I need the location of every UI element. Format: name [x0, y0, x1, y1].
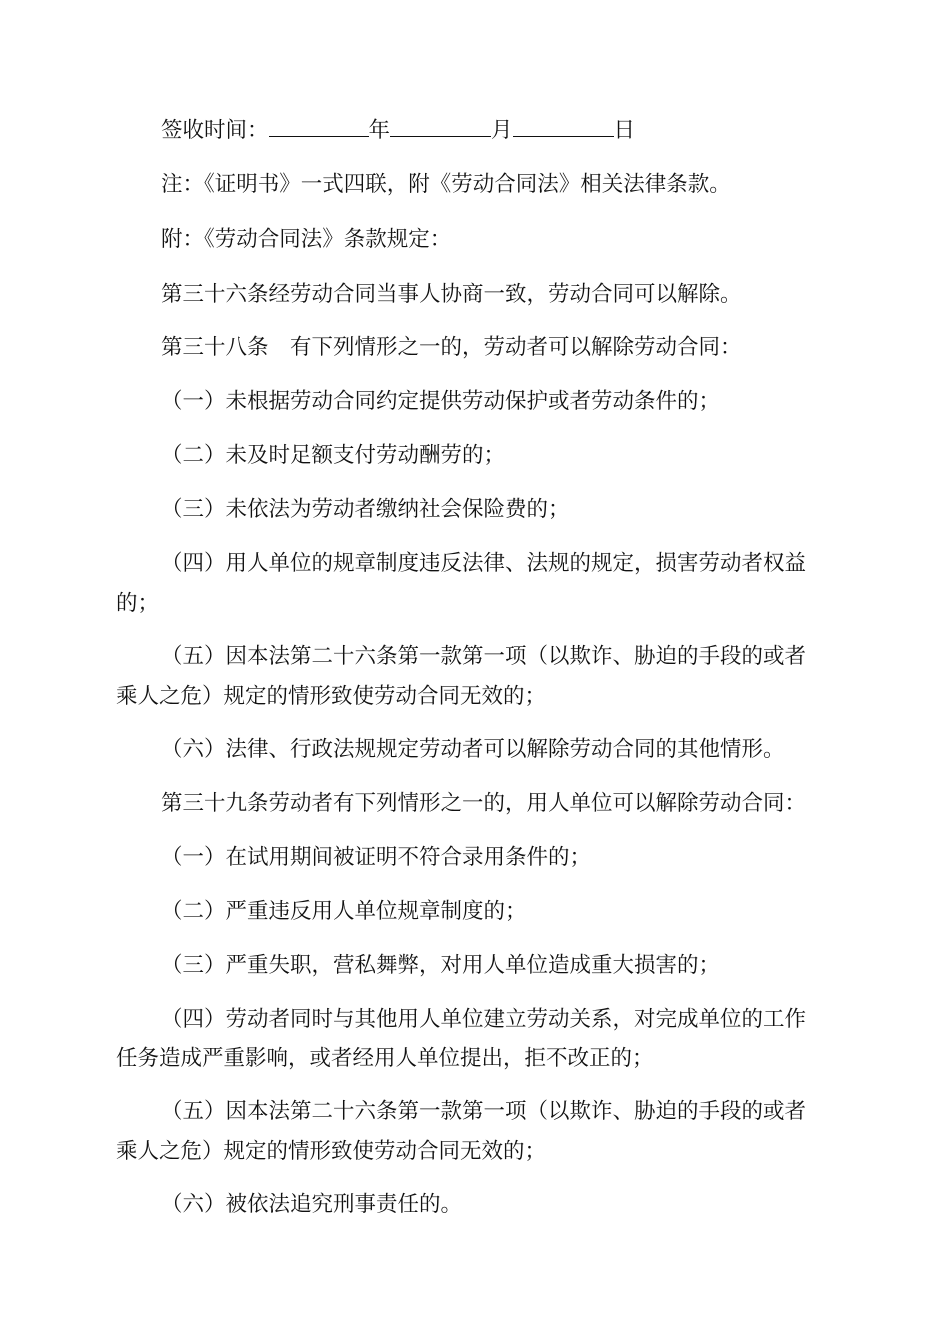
- day-blank: [513, 114, 614, 137]
- article-38-item-1: （一）未根据劳动合同约定提供劳动保护或者劳动条件的；: [161, 389, 721, 414]
- article-39-item-3: （三）严重失职，营私舞弊，对用人单位造成重大损害的；: [161, 953, 721, 978]
- article-39-item-2: （二）严重违反用人单位规章制度的；: [161, 899, 527, 924]
- article-38-item-2: （二）未及时足额支付劳动酬劳的；: [161, 443, 506, 468]
- article-38-item-3: （三）未依法为劳动者缴纳社会保险费的；: [161, 497, 570, 522]
- month-label: 月: [491, 118, 513, 143]
- year-label: 年: [368, 118, 391, 143]
- article-36: 第三十六条经劳动合同当事人协商一致，劳动合同可以解除。: [161, 282, 742, 307]
- month-blank: [390, 114, 491, 137]
- article-39-item-5-line-1: （五）因本法第二十六条第一款第一项（以欺诈、胁迫的手段的或者: [161, 1099, 807, 1124]
- article-38-heading: 第三十八条 有下列情形之一的，劳动者可以解除劳动合同：: [161, 335, 742, 360]
- article-39-item-1: （一）在试用期间被证明不符合录用条件的；: [161, 845, 592, 870]
- article-39-heading: 第三十九条劳动者有下列情形之一的，用人单位可以解除劳动合同：: [161, 791, 807, 816]
- receipt-time-line: [0, 114, 950, 147]
- article-38-item-4-line-1: （四）用人单位的规章制度违反法律、法规的规定，损害劳动者权益: [161, 551, 807, 576]
- article-39-item-4-line-1: （四）劳动者同时与其他用人单位建立劳动关系，对完成单位的工作: [161, 1007, 807, 1032]
- article-39-item-4-line-2: 任务造成严重影响，或者经用人单位提出，拒不改正的；: [116, 1046, 654, 1071]
- article-38-item-4-line-2: 的；: [116, 591, 160, 616]
- note-paragraph: 注：《证明书》一式四联，附《劳动合同法》相关法律条款。: [161, 172, 731, 197]
- article-38-item-6: （六）法律、行政法规规定劳动者可以解除劳动合同的其他情形。: [161, 737, 785, 762]
- article-38-item-5-line-1: （五）因本法第二十六条第一款第一项（以欺诈、胁迫的手段的或者: [161, 644, 807, 669]
- appendix-title: 附：《劳动合同法》条款规定：: [161, 227, 452, 252]
- year-blank: [269, 114, 369, 137]
- article-39-item-5-line-2: 乘人之危）规定的情形致使劳动合同无效的；: [116, 1139, 547, 1164]
- article-38-item-5-line-2: 乘人之危）规定的情形致使劳动合同无效的；: [116, 684, 547, 709]
- day-label: 日: [613, 118, 636, 143]
- article-39-item-6: （六）被依法追究刑事责任的。: [161, 1192, 463, 1217]
- receipt-label: 签收时间：: [161, 118, 269, 143]
